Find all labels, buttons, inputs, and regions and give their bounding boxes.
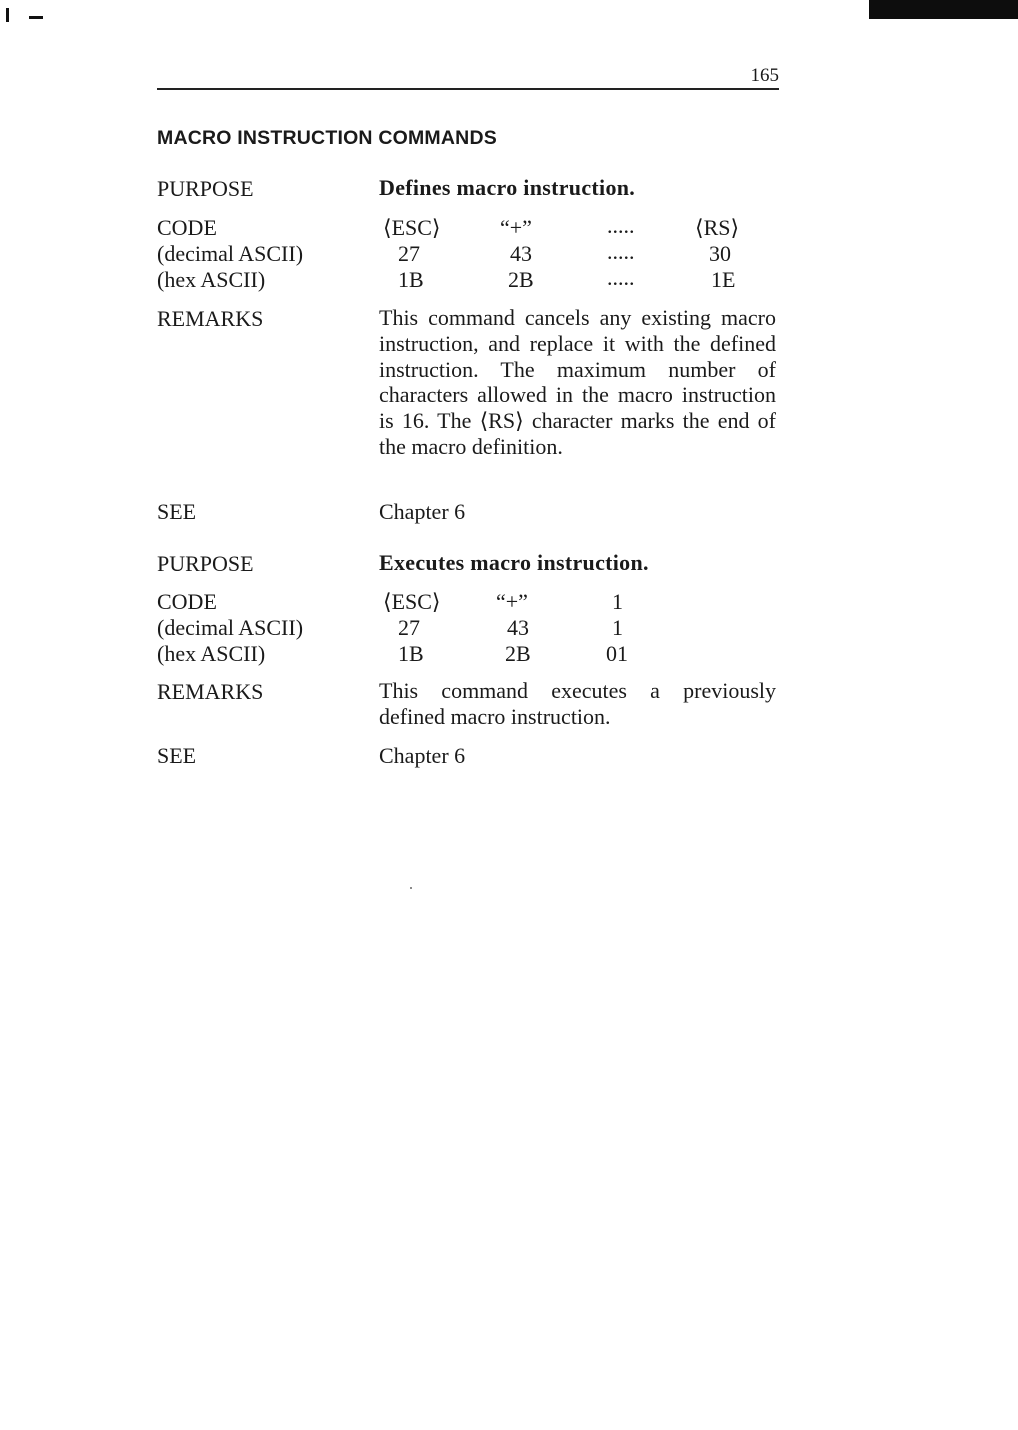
remarks-text: This command cancels any existing macro instruction, and replace it with the defined instruction. The maximum number of characters allowed in the macro instruction is 16. The ⟨RS⟩ character marks the end of the macro definition. (379, 305, 776, 459)
hex-cell: 01 (606, 641, 628, 666)
purpose-text: Executes macro instruction. (379, 550, 649, 575)
label-remarks: REMARKS (157, 306, 264, 331)
remarks-text: This command executes a previously defined macro instruction. (379, 678, 776, 729)
code-cell: “+” (500, 215, 532, 240)
code-cell: “+” (496, 589, 528, 614)
decimal-cell: 1 (612, 615, 623, 640)
hex-cell: 2B (505, 641, 531, 666)
decimal-cell: 43 (510, 241, 532, 266)
label-hex-ascii: (hex ASCII) (157, 641, 266, 666)
hex-cell: 1B (398, 641, 424, 666)
label-decimal-ascii: (decimal ASCII) (157, 615, 304, 640)
see-reference: Chapter 6 (379, 499, 466, 524)
label-code: CODE (157, 215, 217, 240)
code-cell: ⟨ESC⟩ (383, 215, 441, 240)
label-code: CODE (157, 589, 217, 614)
code-cell: ⟨ESC⟩ (383, 589, 441, 614)
decimal-cell: ..... (607, 239, 635, 264)
label-hex-ascii: (hex ASCII) (157, 267, 266, 292)
label-purpose: PURPOSE (157, 176, 254, 201)
scan-speck (410, 887, 412, 889)
label-see: SEE (157, 499, 197, 524)
code-cell: ..... (607, 213, 635, 238)
decimal-cell: 30 (709, 241, 731, 266)
code-cell: ⟨RS⟩ (695, 215, 740, 240)
code-cell: 1 (612, 589, 623, 614)
decimal-cell: 43 (507, 615, 529, 640)
hex-cell: ..... (607, 265, 635, 290)
label-decimal-ascii: (decimal ASCII) (157, 241, 304, 266)
label-purpose: PURPOSE (157, 551, 254, 576)
section-title: MACRO INSTRUCTION COMMANDS (157, 127, 497, 149)
label-remarks: REMARKS (157, 679, 264, 704)
decimal-cell: 27 (398, 615, 420, 640)
scan-mark (29, 16, 43, 19)
hex-cell: 1E (711, 267, 736, 292)
header-rule (157, 88, 779, 90)
hex-cell: 2B (508, 267, 534, 292)
decimal-cell: 27 (398, 241, 420, 266)
hex-cell: 1B (398, 267, 424, 292)
scan-mark (6, 8, 9, 22)
see-reference: Chapter 6 (379, 743, 466, 768)
label-see: SEE (157, 743, 197, 768)
purpose-text: Defines macro instruction. (379, 175, 636, 200)
page-number: 165 (750, 65, 779, 86)
scan-bar (869, 0, 1018, 19)
